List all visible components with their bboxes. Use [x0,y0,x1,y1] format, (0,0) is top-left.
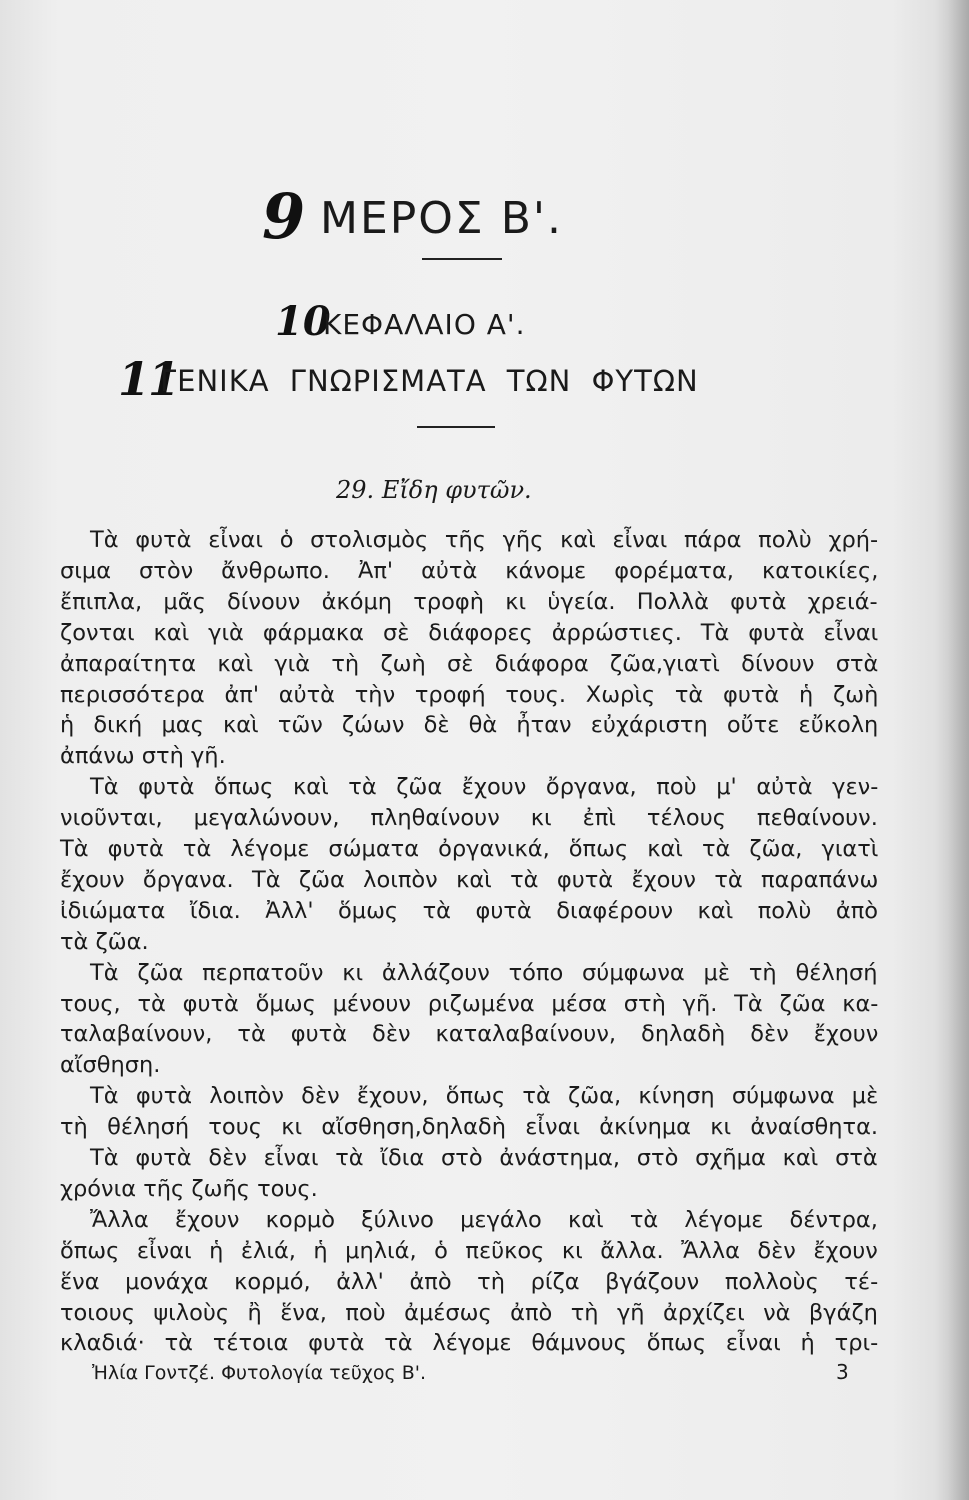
handwritten-mark-11: 11 [118,352,179,406]
text-line: Ἄλλα ἔχουν κορμὸ ξύλινο μεγάλο καὶ τὰ λέγομε δέντρα, [90,1206,878,1233]
text-line: ἡ δική μας καὶ τῶν ζώων δὲ θὰ ἦταν εὐχάριστη οὔτε εὔκολη [60,712,879,739]
text-line: Τὰ φυτὰ λοιπὸν δὲν ἔχουν, ὅπως τὰ ζῶα, κίνηση σύμφωνα μὲ [90,1083,879,1110]
text-line: περισσότερα ἀπ' αὐτὰ τὴν τροφή τους. Χωρὶς τὰ φυτὰ ἡ ζωὴ [60,681,879,708]
divider-rule [422,258,502,260]
text-line: κλαδιά· τὰ τέτοια φυτὰ τὰ λέγομε θάμνους ὅπως εἶναι ἡ τρι- [60,1330,879,1357]
text-line: Τὰ ζῶα περπατοῦν κι ἀλλάζουν τόπο σύμφωνα μὲ τὴ θέλησή [90,959,878,986]
text-line: ὅπως εἶναι ἡ ἐλιά, ἡ μηλιά, ὁ πεῦκος κι ἄλλα. Ἄλλα δὲν ἔχουν [60,1237,878,1264]
text-line: ἔχουν ὄργανα. Τὰ ζῶα λοιπὸν καὶ τὰ φυτὰ ἔχουν τὰ παραπάνω [60,866,879,893]
text-line: τους, τὰ φυτὰ ὅμως μένουν ριζωμένα μέσα στὴ γῆ. Τὰ ζῶα κα- [60,990,879,1017]
text-line: ἔπιπλα, μᾶς δίνουν ἀκόμη τροφὴ κι ὑγεία. Πολλὰ φυτὰ χρειά- [60,588,878,615]
text-line: σιμα στὸν ἄνθρωπο. Ἀπ' αὐτὰ κάνομε φορέματα, κατοικίες, [60,557,879,584]
chapter-title: ΚΕΦΑΛΑΙΟ Α'. [323,308,526,341]
section-title: Εἴδη φυτῶν. [381,476,532,504]
text-line: Τὰ φυτὰ εἶναι ὁ στολισμὸς τῆς γῆς καὶ εἶναι πάρα πολὺ χρή- [90,527,879,553]
text-line: ἕνα μονάχα κορμό, ἀλλ' ἀπὸ τὴ ρίζα βγάζουν πολλοὺς τέ- [60,1268,879,1295]
text-line: Τὰ φυτὰ τὰ λέγομε σώματα ὀργανικά, ὅπως καὶ τὰ ζῶα, γιατὶ [60,836,879,862]
text-line: ἰδιώματα ἴδια. Ἀλλ' ὅμως τὰ φυτὰ διαφέρουν καὶ πολὺ ἀπὸ [60,897,879,924]
chapter-subtitle: ΓΕΝΙΚΑ ΓΝΩΡΙΣΜΑΤΑ ΤΩΝ ΦΥΤΩΝ [160,364,699,398]
text-line: νιοῦνται, μεγαλώνουν, πληθαίνουν κι ἐπὶ τέλους πεθαίνουν. [60,805,878,832]
text-line: τὴ θέλησή τους κι αἴσθηση,δηλαδὴ εἶναι ἀκίνημα κι ἀναίσθητα. [60,1114,879,1141]
text-line: τοιους ψιλοὺς ἢ ἕνα, ποὺ ἀμέσως ἀπὸ τὴ γῆ ἀρχίζει νὰ βγάζη [60,1299,878,1326]
text-line: χρόνια τῆς ζωῆς τους. [60,1175,318,1202]
handwritten-mark-9: 9 [262,180,306,253]
text-line: τὰ ζῶα. [60,928,149,955]
text-line: Τὰ φυτὰ δὲν εἶναι τὰ ἴδια στὸ ἀνάστημα, στὸ σχῆμα καὶ στὰ [90,1145,878,1171]
footer-credit: Ἠλία Γοντζέ. Φυτολογία τεῦχος Β'. [92,1362,426,1384]
page-edge-shadow [935,0,969,1500]
page-number: 3 [836,1360,849,1384]
text-line: Τὰ φυτὰ ὅπως καὶ τὰ ζῶα ἔχουν ὄργανα, ποὺ μ' αὐτὰ γεν- [90,774,879,801]
text-line: αἴσθηση. [60,1052,161,1079]
text-line: ζονται καὶ γιὰ φάρμακα σὲ διάφορες ἀρρώστιες. Τὰ φυτὰ εἶναι [60,619,879,646]
section-heading [336,476,532,504]
divider-rule [417,426,495,428]
handwritten-mark-10: 10 [275,298,331,345]
text-line: ἀπάνω στὴ γῆ. [60,743,226,770]
section-number: 29. [336,476,375,504]
text-line: ταλαβαίνουν, τὰ φυτὰ δὲν καταλαβαίνουν, δηλαδὴ δὲν ἔχουν [60,1021,879,1048]
part-title: ΜΕΡΟΣ Β'. [320,193,563,244]
text-line: ἀπαραίτητα καὶ γιὰ τὴ ζωὴ σὲ διάφορα ζῶα,γιατὶ δίνουν στὰ [60,650,879,677]
